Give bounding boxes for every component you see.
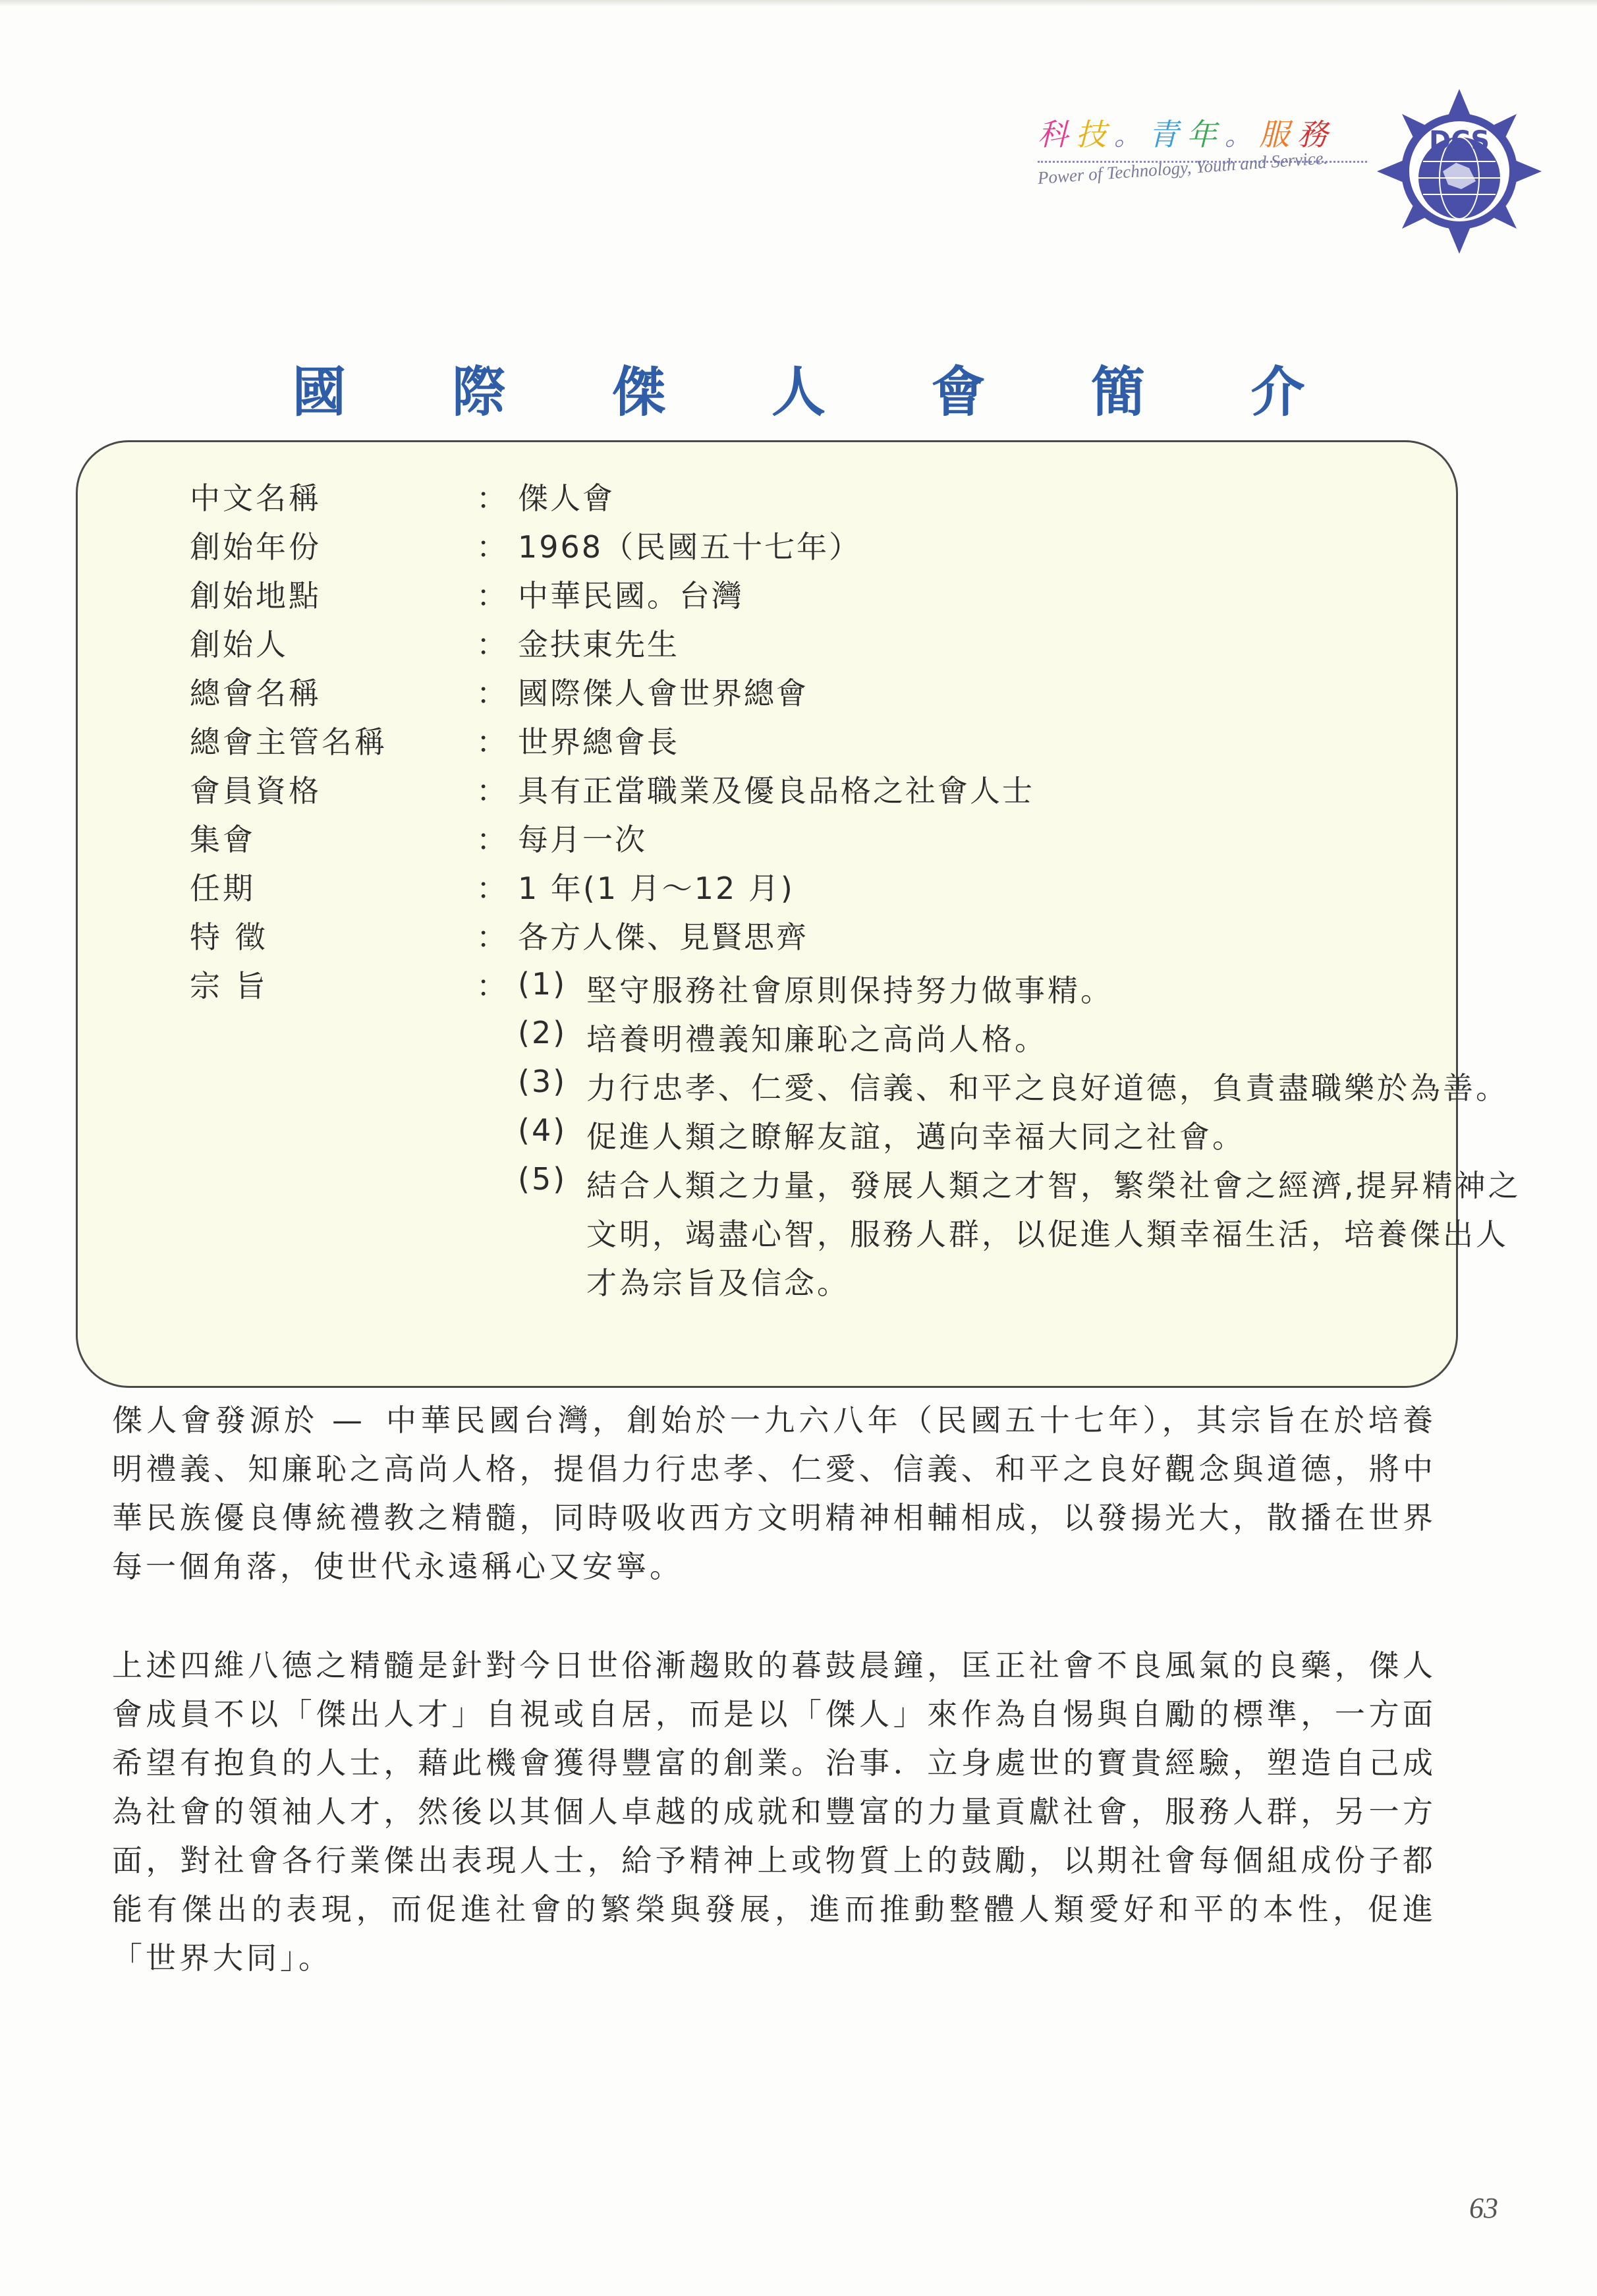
paragraph-lead: 傑人會發源於 — (112, 1402, 366, 1438)
info-colon: ： (476, 480, 507, 516)
info-colon: ： (476, 919, 507, 955)
slogan-char: 年 (1187, 117, 1221, 152)
info-colon: ： (476, 724, 507, 760)
info-value: 國際傑人會世界總會 (518, 675, 808, 711)
info-label: 集會 (190, 822, 256, 857)
slogan-char: 科 (1038, 117, 1072, 152)
info-value: 中華民國。台灣 (518, 578, 744, 614)
slogan-char: 務 (1297, 117, 1331, 152)
info-value: 1 年(1 月～12 月) (518, 871, 795, 906)
purpose-text: 培養明禮義知廉恥之高尚人格。 (586, 1021, 1048, 1057)
page-title: 國 際 傑 人 會 簡 介 (292, 361, 1349, 424)
purpose-number: (5) (518, 1161, 567, 1197)
info-colon: ： (476, 773, 507, 809)
slogan-char: 服 (1259, 117, 1293, 152)
slogan-separator: 。 (1225, 121, 1255, 152)
body-paragraph-2 (112, 1641, 1436, 1982)
info-colon: ： (476, 578, 507, 614)
slogan-separator: 。 (1114, 121, 1144, 152)
info-colon: ： (476, 675, 507, 711)
info-label: 創始人 (190, 627, 289, 662)
info-value: 金扶東先生 (518, 627, 679, 662)
info-value: 1968（民國五十七年） (518, 529, 862, 565)
slogan-char: 技 (1076, 117, 1110, 152)
info-value: 世界總會長 (518, 724, 679, 760)
purpose-number: (1) (518, 966, 567, 1002)
info-label: 宗 旨 (190, 968, 268, 1004)
info-label: 任期 (190, 871, 256, 906)
info-colon: ： (476, 968, 507, 1004)
purpose-text: 結合人類之力量，發展人類之才智，繁榮社會之經濟,提昇精神之文明，竭盡心智，服務人群，以促進人類幸福生活，培養傑出人才為宗旨及信念。 (586, 1168, 1521, 1301)
info-label: 總會名稱 (190, 675, 322, 711)
dcs-emblem-logo (1377, 89, 1542, 254)
info-value: 每月一次 (518, 822, 647, 857)
top-edge-rule (0, 0, 1597, 7)
info-box (76, 440, 1521, 1388)
info-label: 特 徵 (190, 919, 268, 955)
info-colon: ： (476, 627, 507, 662)
info-label: 總會主管名稱 (190, 724, 387, 760)
purpose-text: 堅守服務社會原則保持努力做事精。 (586, 973, 1113, 1008)
body-paragraph-1 (112, 1396, 1436, 1591)
info-colon: ： (476, 871, 507, 906)
header-slogan (1038, 111, 1380, 196)
info-label: 會員資格 (190, 773, 322, 809)
slogan-char: 青 (1148, 117, 1183, 152)
purpose-number: (4) (518, 1112, 567, 1148)
paragraph-text: 上述四維八德之精髓是針對今日世俗漸趨敗的暮鼓晨鐘，匡正社會不良風氣的良藥，傑人會成員不以「傑出人才」自視或自居，而是以「傑人」來作為自惕與自勵的標準，一方面希望有抱負的人士，藉此機會獲得豐富的創業。治事．立身處世的寶貴經驗，塑造自己成為社會的領袖人才，然後以其個人卓越的成就和豐富的力量貢獻社會，服務人群，另一方面，對社會各行業傑出表現人士，給予精神上或物質上的鼓勵，以期社會每個組成份子都能有傑出的表現，而促進社會的繁榮與發展，進而推動整體人類愛好和平的本性，促進「世界大同」。 (112, 1648, 1436, 1976)
info-colon: ： (476, 822, 507, 857)
info-label: 創始年份 (190, 529, 322, 565)
info-value: 具有正當職業及優良品格之社會人士 (518, 773, 1034, 809)
info-label: 創始地點 (190, 578, 322, 614)
paragraph-text: 中華民國台灣，創始於一九六八年（民國五十七年），其宗旨在於培養明禮義、知廉恥之高尚人格，提倡力行忠孝、仁愛、信義、和平之良好觀念與道德，將中華民族優良傳統禮教之精髓，同時吸收西方文明精神相輔相成，以發揚光大，散播在世界每一個角落，使世代永遠稱心又安寧。 (112, 1402, 1437, 1584)
purpose-number: (3) (518, 1064, 567, 1099)
info-colon: ： (476, 529, 507, 565)
page-number: 63 (1469, 2192, 1498, 2224)
purpose-text: 力行忠孝、仁愛、信義、和平之良好道德，負責盡職樂於為善。 (586, 1070, 1509, 1106)
emblem-text: DCS (1428, 126, 1490, 156)
slogan-english: Power of Technology, Youth and Service. (1036, 148, 1329, 188)
info-value: 傑人會 (518, 480, 615, 516)
info-label: 中文名稱 (190, 480, 322, 516)
info-value: 各方人傑、見賢思齊 (518, 919, 808, 955)
purpose-text: 促進人類之瞭解友誼，邁向幸福大同之社會。 (586, 1119, 1245, 1155)
purpose-number: (2) (518, 1015, 567, 1050)
